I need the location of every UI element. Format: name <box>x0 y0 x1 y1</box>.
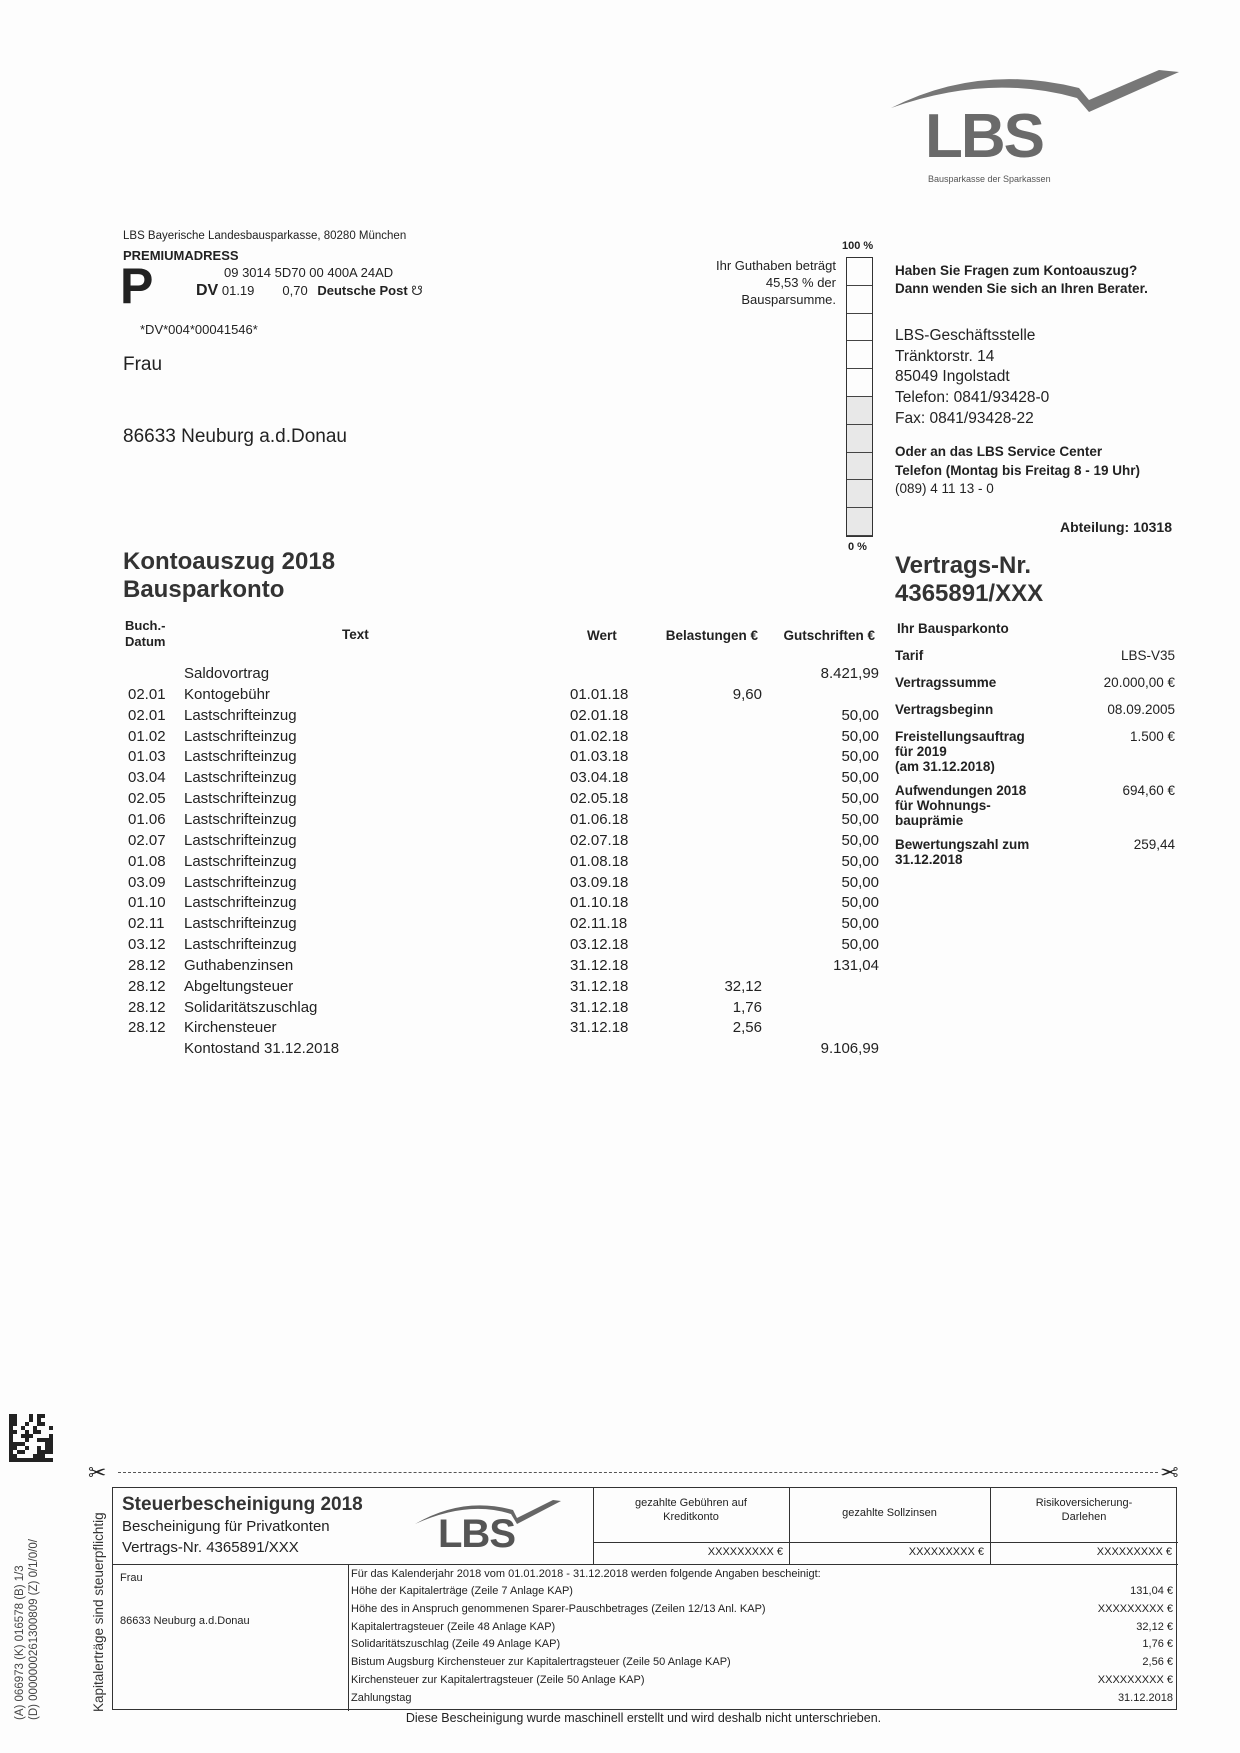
cut-line <box>118 1472 1158 1473</box>
row-debit: 2,56 <box>732 1019 762 1037</box>
row-value-date: 01.01.18 <box>570 685 629 703</box>
row-value-date: 02.07.18 <box>570 831 629 849</box>
gauge-segment <box>847 286 872 314</box>
row-text: Lastschrifteinzug <box>184 831 297 849</box>
info-value: 20.000,00 € <box>1103 675 1175 690</box>
row-value-date: 03.04.18 <box>570 769 629 787</box>
row-date: 01.10 <box>128 894 166 912</box>
cert-row-value: 1,76 € <box>1142 1638 1173 1651</box>
row-text: Lastschrifteinzug <box>184 852 297 870</box>
row-credit: 9.106,99 <box>820 1040 879 1058</box>
info-label: Tarif <box>895 648 924 663</box>
row-credit: 50,00 <box>841 790 879 808</box>
row-date: 28.12 <box>128 956 166 974</box>
scissors-icon: ✂ <box>88 1460 107 1485</box>
cert-row-label: Kapitalertragsteuer (Zeile 48 Anlage KAP) <box>351 1620 556 1633</box>
row-value-date: 31.12.18 <box>570 977 629 995</box>
cert-col-value: XXXXXXXXX € <box>707 1546 783 1558</box>
postage-code: 09 3014 5D70 00 400A 24AD <box>224 265 394 280</box>
table-row <box>0 707 900 728</box>
row-credit: 50,00 <box>841 748 879 766</box>
row-date: 02.11 <box>128 915 165 933</box>
certificate-contract: Vertrags-Nr. 4365891/XXX <box>122 1539 299 1556</box>
cert-recipient-city: 86633 Neuburg a.d.Donau <box>120 1615 250 1627</box>
row-text: Lastschrifteinzug <box>184 894 297 912</box>
postage-line: DV 01.19 0,70 Deutsche Post ☋ <box>196 282 423 299</box>
cert-row <box>351 1603 1173 1621</box>
gauge-segment <box>847 453 872 481</box>
row-text: Abgeltungsteuer <box>184 977 294 995</box>
table-row <box>0 748 900 769</box>
office-address: LBS-Geschäftsstelle Tränktorstr. 14 85049 Ingolstadt Telefon: 0841/93428-0 Fax: 0841/93428-22 <box>895 327 1050 427</box>
cert-row-label: Zahlungstag <box>351 1691 412 1704</box>
col-header-text: Text <box>342 627 369 642</box>
table-row <box>0 769 900 790</box>
info-value: 694,60 € <box>1122 783 1175 798</box>
table-row <box>0 832 900 853</box>
table-row <box>0 853 900 874</box>
row-date: 02.01 <box>128 706 166 724</box>
logo-text: LBS <box>925 102 1043 171</box>
cert-row <box>351 1692 1173 1710</box>
row-value-date: 31.12.18 <box>570 956 629 974</box>
row-text: Lastschrifteinzug <box>184 936 297 954</box>
row-debit: 1,76 <box>732 998 762 1016</box>
row-date: 01.02 <box>128 727 166 745</box>
row-text: Kontostand 31.12.2018 <box>184 1040 340 1058</box>
row-text: Lastschrifteinzug <box>184 790 297 808</box>
row-text: Lastschrifteinzug <box>184 748 297 766</box>
datamatrix-code-icon <box>9 1414 54 1462</box>
row-text: Lastschrifteinzug <box>184 706 297 724</box>
info-value: 08.09.2005 <box>1107 702 1175 717</box>
gauge-segment <box>847 397 872 425</box>
row-text: Lastschrifteinzug <box>184 727 297 745</box>
gauge-segment <box>847 314 872 342</box>
row-value-date: 01.02.18 <box>570 727 629 745</box>
row-date: 01.06 <box>128 810 166 828</box>
row-credit: 50,00 <box>841 727 879 745</box>
row-text: Guthabenzinsen <box>184 956 294 974</box>
row-value-date: 01.03.18 <box>570 748 629 766</box>
table-row <box>0 915 900 936</box>
cert-row-value: 31.12.2018 <box>1117 1691 1173 1704</box>
row-text: Lastschrifteinzug <box>184 810 297 828</box>
post-horn-icon: ☋ <box>411 283 423 298</box>
cert-row-label: Höhe des in Anspruch genommenen Sparer-Pauschbetrages (Zeilen 12/13 Anl. KAP) <box>351 1602 766 1615</box>
row-date: 03.09 <box>128 873 166 891</box>
row-debit: 9,60 <box>732 685 762 703</box>
logo-subtitle: Bausparkasse der Sparkassen <box>928 174 1051 184</box>
cert-intro: Für das Kalenderjahr 2018 vom 01.01.2018 - 31.12.2018 werden folgende Angaben bescheinigt: <box>351 1568 821 1580</box>
tax-certificate <box>112 1487 1177 1710</box>
row-value-date: 01.08.18 <box>570 852 629 870</box>
cert-row-value: 2,56 € <box>1142 1656 1173 1669</box>
cert-row-label: Kirchensteuer zur Kapitalertragsteuer (Zeile 50 Anlage KAP) <box>351 1674 645 1686</box>
row-text: Lastschrifteinzug <box>184 873 297 891</box>
col-header-date: Buch.- Datum <box>125 618 166 649</box>
row-text: Lastschrifteinzug <box>184 915 297 933</box>
certificate-footer: Diese Bescheinigung wurde maschinell erstellt und wird deshalb nicht unterschrieben. <box>405 1711 882 1725</box>
table-row <box>0 686 900 707</box>
recipient-salutation: Frau <box>123 354 163 375</box>
row-credit: 131,04 <box>833 956 879 974</box>
cert-row-value: 131,04 € <box>1130 1585 1173 1597</box>
row-date: 02.01 <box>128 685 166 703</box>
cert-row <box>351 1638 1173 1656</box>
mail-barcode-text: *DV*004*00041546* <box>140 322 258 337</box>
certificate-logo: LBS <box>438 1512 515 1556</box>
cert-col-label: gezahlte Gebühren auf Kreditkonto <box>635 1497 747 1523</box>
info-value: 259,44 <box>1133 837 1175 852</box>
row-text: Kirchensteuer <box>184 1019 277 1037</box>
service-center: Oder an das LBS Service Center Telefon (Montag bis Freitag 8 - 19 Uhr) <box>895 444 1141 478</box>
row-text: Lastschrifteinzug <box>184 769 297 787</box>
scissors-icon: ✂ <box>1160 1460 1179 1485</box>
row-value-date: 31.12.18 <box>570 1019 629 1037</box>
table-row <box>0 1019 900 1040</box>
table-row <box>0 1040 900 1061</box>
row-credit: 50,00 <box>841 810 879 828</box>
row-date: 28.12 <box>128 1019 166 1037</box>
info-value: LBS-V35 <box>1120 648 1175 663</box>
row-value-date: 31.12.18 <box>570 998 629 1016</box>
contact-question: Haben Sie Fragen zum Kontoauszug? Dann wenden Sie sich an Ihren Berater. <box>895 263 1148 296</box>
row-date: 02.07 <box>128 831 166 849</box>
gauge-segment <box>847 258 872 286</box>
row-text: Kontogebühr <box>184 685 270 703</box>
table-row <box>0 957 900 978</box>
postage-p: P <box>120 258 154 314</box>
table-row <box>0 728 900 749</box>
col-header-debit: Belastungen € <box>665 628 758 643</box>
gauge-segment <box>847 508 872 536</box>
row-date: 03.04 <box>128 769 166 787</box>
row-credit: 50,00 <box>841 873 879 891</box>
row-value-date: 01.10.18 <box>570 894 629 912</box>
row-debit: 32,12 <box>724 977 762 995</box>
balance-text: Ihr Guthaben beträgt 45,53 % der Bausparsumme. <box>716 258 836 307</box>
gauge-top-label: 100 % <box>842 240 874 252</box>
row-value-date: 01.06.18 <box>570 810 629 828</box>
premium-label: PREMIUMADRESS <box>123 248 239 263</box>
certificate-title: Steuerbescheinigung 2018 <box>122 1494 363 1515</box>
row-credit: 50,00 <box>841 915 879 933</box>
table-row <box>0 978 900 999</box>
contract-number: Vertrags-Nr. 4365891/XXX <box>895 552 1044 607</box>
cert-row <box>351 1621 1173 1639</box>
cert-row <box>351 1674 1173 1692</box>
row-text: Solidaritätszuschlag <box>184 998 318 1016</box>
row-credit: 8.421,99 <box>820 665 879 682</box>
table-row <box>0 665 900 686</box>
cert-row-label: Bistum Augsburg Kirchensteuer zur Kapitalertragsteuer (Zeile 50 Anlage KAP) <box>351 1656 731 1669</box>
gauge-segment <box>847 341 872 369</box>
col-header-value: Wert <box>587 628 617 643</box>
recipient-city: 86633 Neuburg a.d.Donau <box>123 426 347 447</box>
info-label: Bewertungszahl zum 31.12.2018 <box>895 837 1030 867</box>
gauge-segment <box>847 369 872 397</box>
info-label: Aufwendungen 2018 für Wohnungs- bauprämie <box>895 783 1027 828</box>
gauge-segment <box>847 425 872 453</box>
info-label: Freistellungsauftrag für 2019 (am 31.12.2018) <box>895 729 1025 774</box>
sender-line: LBS Bayerische Landesbausparkasse, 80280 München <box>123 230 407 242</box>
info-label: Vertragsbeginn <box>895 702 994 717</box>
cert-row <box>351 1656 1173 1674</box>
cert-row-value: XXXXXXXXX € <box>1097 1674 1173 1686</box>
row-text: Saldovortrag <box>184 665 270 682</box>
account-info-heading: Ihr Bausparkonto <box>897 621 1009 636</box>
table-row <box>0 894 900 915</box>
row-date: 01.03 <box>128 748 166 766</box>
cert-row <box>351 1585 1173 1603</box>
row-date: 01.08 <box>128 852 166 870</box>
table-row <box>0 811 900 832</box>
row-value-date: 02.11.18 <box>570 915 628 933</box>
row-credit: 50,00 <box>841 852 879 870</box>
row-credit: 50,00 <box>841 894 879 912</box>
row-credit: 50,00 <box>841 936 879 954</box>
col-header-credit: Gutschriften € <box>783 628 875 643</box>
row-credit: 50,00 <box>841 706 879 724</box>
document-codes: (A) 066973 (K) 016578 (B) 1/3 (D) 0000000261300809 (Z) 0/1/0/0/ <box>14 1539 40 1720</box>
table-row <box>0 874 900 895</box>
cert-row-label: Solidaritätszuschlag (Zeile 49 Anlage KAP) <box>351 1638 561 1651</box>
cert-row-label: Höhe der Kapitalerträge (Zeile 7 Anlage KAP) <box>351 1585 573 1597</box>
table-row <box>0 999 900 1020</box>
row-credit: 50,00 <box>841 831 879 849</box>
info-value: 1.500 € <box>1129 729 1175 744</box>
cert-row-value: XXXXXXXXX € <box>1097 1602 1173 1615</box>
gauge-segment <box>847 480 872 508</box>
info-label: Vertragssumme <box>895 675 997 690</box>
table-row <box>0 790 900 811</box>
cert-col-label: gezahlte Sollzinsen <box>842 1507 937 1519</box>
row-date: 03.12 <box>128 936 166 954</box>
page-title: Kontoauszug 2018 Bausparkonto <box>123 548 336 603</box>
cert-row-value: 32,12 € <box>1136 1620 1173 1633</box>
row-value-date: 03.12.18 <box>570 936 629 954</box>
row-credit: 50,00 <box>841 769 879 787</box>
row-value-date: 02.01.18 <box>570 706 629 724</box>
cert-recipient-salutation: Frau <box>120 1572 143 1584</box>
table-row <box>0 936 900 957</box>
cert-col-value: XXXXXXXXX € <box>1096 1546 1172 1558</box>
cert-col-label: Risikoversicherung-Darlehen <box>1035 1497 1133 1523</box>
row-date: 28.12 <box>128 998 166 1016</box>
row-value-date: 03.09.18 <box>570 873 629 891</box>
row-date: 28.12 <box>128 977 166 995</box>
cert-col-value: XXXXXXXXX € <box>908 1546 984 1558</box>
balance-gauge <box>846 257 873 537</box>
row-date: 02.05 <box>128 790 166 808</box>
service-phone: (089) 4 11 13 - 0 <box>895 481 994 496</box>
tax-notice-vertical: Kapitalerträge sind steuerpflichtig <box>91 1512 106 1712</box>
gauge-bottom-label: 0 % <box>848 541 867 553</box>
row-value-date: 02.05.18 <box>570 790 629 808</box>
department: Abteilung: 10318 <box>1059 519 1172 535</box>
certificate-subtitle: Bescheinigung für Privatkonten <box>122 1518 330 1535</box>
